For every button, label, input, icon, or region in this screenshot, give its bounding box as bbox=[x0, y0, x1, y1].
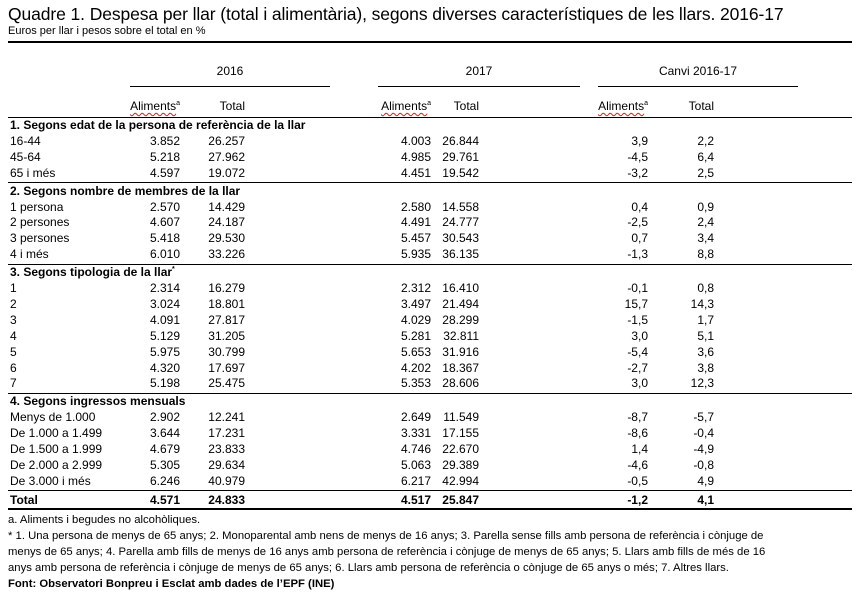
table-cell: 32.811 bbox=[443, 328, 479, 343]
table-cell: 23.833 bbox=[208, 442, 245, 456]
table-cell: 3.331 bbox=[400, 426, 431, 441]
table-cell: 4.491 bbox=[400, 215, 431, 230]
table-cell: 5.935 bbox=[400, 247, 431, 262]
table-cell: 3,0 bbox=[631, 376, 648, 391]
table-cell: 5.653 bbox=[400, 344, 431, 359]
row-label: De 2.000 a 2.999 bbox=[10, 457, 103, 472]
col-header-aliments-2016: Aliments$^a$ bbox=[130, 99, 180, 113]
col-header-aliments-2017: Aliments$^a$ bbox=[381, 99, 431, 113]
table-cell: 8,8 bbox=[697, 247, 714, 262]
table-cell: 1,4 bbox=[631, 442, 648, 456]
table-cell: 5.281 bbox=[400, 328, 431, 343]
table-cell: 14.429 bbox=[208, 199, 245, 214]
table-cell: 5.305 bbox=[149, 457, 180, 472]
table-cell: -1,3 bbox=[627, 247, 648, 262]
table-cell: 26.257 bbox=[208, 133, 245, 148]
table-cell: 16.410 bbox=[442, 281, 479, 295]
section-rule bbox=[8, 490, 852, 491]
table-cell: 19.072 bbox=[208, 165, 245, 180]
total-cell: -1,2 bbox=[627, 493, 648, 507]
row-label: De 1.000 a 1.499 bbox=[10, 426, 103, 441]
table-cell: 2,4 bbox=[697, 215, 714, 230]
table-cell: 4.746 bbox=[400, 442, 431, 456]
table-cell: 29.634 bbox=[208, 457, 245, 472]
col-header-total-canvi: Total bbox=[688, 99, 714, 113]
table-cell: 5.975 bbox=[149, 344, 180, 359]
table-cell: 12,3 bbox=[690, 376, 714, 391]
group-header-2016: 2016 bbox=[216, 64, 244, 78]
table-cell: 33.226 bbox=[208, 247, 245, 262]
table-cell: 25.475 bbox=[208, 376, 245, 391]
table-cell: 3.852 bbox=[149, 133, 180, 148]
table-cell: 4.202 bbox=[400, 360, 431, 375]
table-title: Quadre 1. Despesa per llar (total i alimentària), segons diverses característiques de les llars. 2016-17 bbox=[8, 4, 784, 24]
table-cell: -8,6 bbox=[627, 426, 648, 441]
table-cell: -4,5 bbox=[627, 149, 648, 164]
table-cell: 6.010 bbox=[149, 247, 180, 262]
table-cell: 31.916 bbox=[442, 344, 479, 359]
row-label: 3 bbox=[10, 312, 17, 327]
table-cell: -4,6 bbox=[627, 457, 648, 472]
table-cell: 24.187 bbox=[208, 215, 245, 230]
top-rule bbox=[8, 41, 852, 43]
table-cell: 28.606 bbox=[442, 376, 479, 391]
row-label: Menys de 1.000 bbox=[10, 410, 96, 425]
group-header-2017: 2017 bbox=[465, 64, 493, 78]
table-cell: 18.367 bbox=[442, 360, 479, 375]
table-cell: 30.799 bbox=[208, 344, 245, 359]
row-label: 7 bbox=[10, 376, 17, 391]
table-cell: -2,5 bbox=[627, 215, 648, 230]
table-cell: 26.844 bbox=[442, 133, 479, 148]
table-cell: 2.570 bbox=[149, 199, 180, 214]
table-cell: 0,7 bbox=[631, 231, 648, 246]
table-cell: 42.994 bbox=[442, 473, 479, 488]
table-cell: 5.198 bbox=[149, 376, 180, 391]
table-cell: 3,9 bbox=[631, 133, 648, 148]
row-label: 1 persona bbox=[10, 199, 64, 214]
table-cell: 5.418 bbox=[149, 231, 180, 246]
total-cell: 4.571 bbox=[149, 493, 180, 507]
table-cell: 21.494 bbox=[442, 296, 479, 311]
table-cell: 5.353 bbox=[400, 376, 431, 391]
section-title: 4. Segons ingressos mensuals bbox=[10, 394, 186, 409]
row-label: De 3.000 i més bbox=[10, 473, 91, 488]
table-cell: 4.985 bbox=[400, 149, 431, 164]
table-cell: 3,4 bbox=[697, 231, 714, 246]
table-cell: 4.003 bbox=[400, 133, 431, 148]
section-title: 1. Segons edat de la persona de referència de la llar bbox=[10, 118, 306, 132]
table-cell: -8,7 bbox=[627, 410, 648, 425]
table-cell: 2,2 bbox=[697, 133, 714, 148]
table-cell: -0,5 bbox=[627, 473, 648, 488]
table-cell: 2.312 bbox=[400, 281, 431, 295]
table-cell: -1,5 bbox=[627, 312, 648, 327]
table-cell: 16.279 bbox=[208, 281, 245, 295]
col-header-total-2016: Total bbox=[219, 99, 245, 113]
table-cell: 5.457 bbox=[400, 231, 431, 246]
row-label: 1 bbox=[10, 281, 17, 295]
table-cell: 3,6 bbox=[697, 344, 714, 359]
row-label: 2 bbox=[10, 296, 17, 311]
table-cell: 14,3 bbox=[690, 296, 714, 311]
group-rule-2016 bbox=[130, 86, 330, 87]
note-star: * 1. Una persona de menys de 65 anys; 2. Monoparental amb nens de menys de 16 anys; 3. Parella sense fills amb persona de referència i cònjuge de menys de 65 anys; 4. Parella amb fills de menys de 16 anys amb persona de referència i cònjuge de menys de 65 anys; 5. Llars amb fills de més de 16 anys amb persona de referència i cònjuge de menys de 65 anys; 6. Llars amb persona de referència o cònjuge de 65 anys o més; 7. Altres llars. bbox=[8, 530, 766, 574]
table-cell: 30.543 bbox=[442, 231, 479, 246]
table-cell: 4.451 bbox=[400, 165, 431, 180]
note-a: a. Aliments i begudes no alcohòliques. bbox=[8, 514, 201, 526]
col-header-total-2017: Total bbox=[453, 99, 479, 113]
table-cell: 3.497 bbox=[400, 296, 431, 311]
source-note: Font: Observatori Bonpreu i Esclat amb dades de l’EPF (INE) bbox=[8, 578, 335, 590]
table-cell: 0,9 bbox=[697, 199, 714, 214]
table-cell: 6.246 bbox=[149, 473, 180, 488]
table-cell: 4.597 bbox=[149, 165, 180, 180]
table-cell: 3,0 bbox=[631, 328, 648, 343]
table-cell: 3.024 bbox=[149, 296, 180, 311]
table-cell: 5.129 bbox=[149, 328, 180, 343]
row-label: 2 persones bbox=[10, 215, 70, 230]
table-cell: 27.962 bbox=[208, 149, 245, 164]
table-cell: 12.241 bbox=[208, 410, 245, 425]
total-cell: 24.833 bbox=[208, 493, 245, 507]
table-cell: 29.761 bbox=[442, 149, 479, 164]
table-cell: 4.029 bbox=[400, 312, 431, 327]
table-cell: 15,7 bbox=[624, 296, 648, 311]
table-cell: 4,9 bbox=[697, 473, 714, 488]
table-cell: 40.979 bbox=[208, 473, 245, 488]
total-cell: 4,1 bbox=[697, 493, 714, 507]
table-cell: 4.679 bbox=[149, 442, 180, 456]
table-cell: -3,2 bbox=[627, 165, 648, 180]
table-cell: 2.649 bbox=[400, 410, 431, 425]
table-cell: 11.549 bbox=[443, 410, 479, 425]
table-cell: 14.558 bbox=[442, 199, 479, 214]
total-label: Total bbox=[10, 493, 38, 507]
table-cell: 0,8 bbox=[697, 281, 714, 295]
table-cell: 17.231 bbox=[208, 426, 245, 441]
table-cell: 0,4 bbox=[631, 199, 648, 214]
table-cell: -0,4 bbox=[693, 426, 714, 441]
table-cell: -2,7 bbox=[627, 360, 648, 375]
table-cell: 2.902 bbox=[149, 410, 180, 425]
table-cell: 28.299 bbox=[442, 312, 479, 327]
table-cell: 2.314 bbox=[149, 281, 180, 295]
row-label: 45-64 bbox=[10, 149, 41, 164]
table-cell: 4.091 bbox=[149, 312, 180, 327]
table-cell: 17.697 bbox=[208, 360, 245, 375]
row-label: 16-44 bbox=[10, 133, 41, 148]
table-cell: 2,5 bbox=[697, 165, 714, 180]
table-cell: 29.530 bbox=[208, 231, 245, 246]
col-header-aliments-canvi: Aliments$^a$ bbox=[598, 99, 648, 113]
row-label: 3 persones bbox=[10, 231, 70, 246]
total-cell: 4.517 bbox=[400, 493, 431, 507]
table-subtitle: Euros per llar i pesos sobre el total en % bbox=[8, 25, 206, 37]
total-cell: 25.847 bbox=[442, 493, 479, 507]
table-cell: 2.580 bbox=[400, 199, 431, 214]
table-cell: -4,9 bbox=[693, 442, 714, 456]
table-cell: 3,8 bbox=[697, 360, 714, 375]
table-notes bbox=[8, 512, 768, 592]
section-title: 2. Segons nombre de membres de la llar bbox=[10, 183, 241, 198]
bottom-rule bbox=[8, 508, 852, 510]
table-cell: 19.542 bbox=[442, 165, 479, 180]
table-cell: 29.389 bbox=[442, 457, 479, 472]
table-cell: 5.063 bbox=[400, 457, 431, 472]
table-cell: 6.217 bbox=[400, 473, 431, 488]
row-label: 6 bbox=[10, 360, 17, 375]
table-cell: 5.218 bbox=[149, 149, 180, 164]
table-cell: 18.801 bbox=[208, 296, 245, 311]
table-cell: 27.817 bbox=[208, 312, 245, 327]
table-cell: 4.607 bbox=[149, 215, 180, 230]
table-cell: 24.777 bbox=[442, 215, 479, 230]
group-rule-2017 bbox=[378, 86, 580, 87]
row-label: De 1.500 a 1.999 bbox=[10, 442, 103, 456]
group-header-canvi: Canvi 2016-17 bbox=[658, 64, 738, 78]
table-cell: 36.135 bbox=[442, 247, 479, 262]
row-label: 4 bbox=[10, 328, 17, 343]
table-cell: 31.205 bbox=[208, 328, 245, 343]
table-cell: 5,1 bbox=[697, 328, 714, 343]
table-cell: -0,8 bbox=[693, 457, 714, 472]
section-title: 3. Segons tipologia de la llar* bbox=[10, 265, 175, 280]
table-cell: 1,7 bbox=[697, 312, 714, 327]
group-rule-canvi bbox=[598, 86, 798, 87]
table-cell: 3.644 bbox=[149, 426, 180, 441]
row-label: 5 bbox=[10, 344, 17, 359]
table-cell: -5,7 bbox=[693, 410, 714, 425]
table-cell: 17.155 bbox=[442, 426, 479, 441]
table-cell: 6,4 bbox=[697, 149, 714, 164]
table-cell: -0,1 bbox=[627, 281, 648, 295]
row-label: 65 i més bbox=[10, 165, 56, 180]
row-label: 4 i més bbox=[10, 247, 49, 262]
table-cell: 4.320 bbox=[149, 360, 180, 375]
table-cell: 22.670 bbox=[442, 442, 479, 456]
table-cell: -5,4 bbox=[627, 344, 648, 359]
